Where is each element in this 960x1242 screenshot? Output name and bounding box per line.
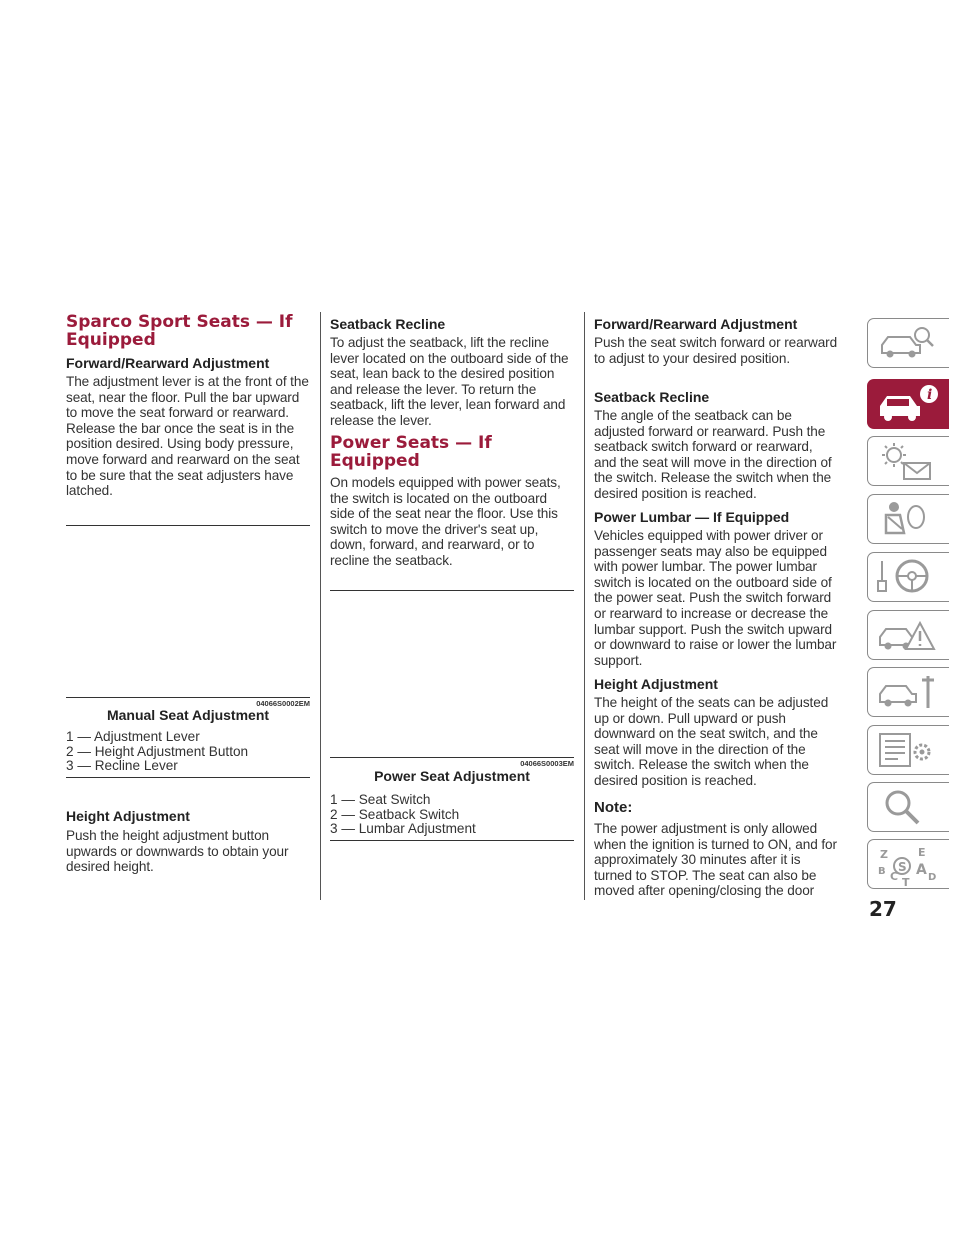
legend-item: 2 — Seatback Switch [330, 806, 460, 822]
car-wrench-icon [876, 672, 940, 712]
svg-text:Z: Z [880, 848, 888, 861]
svg-text:A: A [916, 862, 927, 878]
figure-code: 04066S0002EM [256, 699, 310, 708]
figure-legend [330, 793, 574, 837]
legend-item: 1 — Adjustment Lever [66, 729, 200, 744]
figure-code: 04066S0003EM [520, 759, 574, 768]
figure-caption: Manual Seat Adjustment [106, 707, 270, 723]
legend-rule [330, 840, 574, 841]
body-power-lumbar: Vehicles equipped with power driver or passenger seats may also be equipped with power lumbar. The power lumbar switch is located on the outboard side of the power seat. Push the switch forward or rearward to increase or decrease the lumbar support. Push the switch upward or downward to raise or lower the lumbar support. [594, 528, 837, 668]
figure-image-placeholder [330, 592, 574, 757]
legend-item: 1 — Seat Switch [330, 792, 431, 807]
svg-text:S: S [898, 860, 907, 874]
section-title-sparco: Sparco Sport Seats — If Equipped [66, 312, 293, 350]
body-seatback-recline: The angle of the seatback can be adjusted forward or rearward. Push the seatback switch forward or rearward, and the seat will move in the direction of the switch. Release the switch when the desired position is reached. [594, 408, 832, 501]
legend-item: 2 — Height Adjustment Button [66, 743, 249, 759]
specs-gear-icon [876, 730, 940, 770]
page-number: 27 [869, 897, 897, 921]
car-info-icon [876, 384, 940, 424]
body-power-seats: On models equipped with power seats, the switch is located on the outboard side of the seat near the floor. Use this switch to move the driver's seat up, down, forward, and rearward, or to recline the seatback. [330, 475, 561, 568]
car-warning-icon [876, 615, 940, 655]
legend-rule [66, 777, 310, 778]
body-height-adjustment: The height of the seats can be adjusted up or down. Pull upward or push downward on the seat switch, and the seat will move in the direction of the switch. Release the switch when the desired position is reached. [594, 695, 829, 788]
tab-car-wrench[interactable] [867, 667, 949, 717]
svg-text:E: E [918, 846, 926, 859]
body-forward-rearward: The adjustment lever is at the front of the seat, near the floor. Pull the bar upward to move the seat forward or rearward. Release the bar once the seat is in the position desired. Using body pressure, move forward and rearward on the seat to be sure that the seat adjusters have latched. [66, 374, 309, 499]
index-letters-icon [876, 844, 940, 888]
airbag-seat-icon [876, 499, 940, 539]
heading-seatback-recline: Seatback Recline [594, 389, 710, 405]
tab-index[interactable] [867, 839, 949, 889]
dashboard-lights-icon [876, 441, 940, 481]
figure-caption: Power Seat Adjustment [374, 768, 530, 784]
svg-text:D: D [928, 872, 937, 883]
body-height-adjustment: Push the height adjustment button upwards or downwards to obtain your desired height. [66, 828, 289, 875]
figure-legend [66, 730, 310, 774]
svg-text:T: T [902, 876, 910, 888]
figure-bottom-rule [66, 697, 310, 698]
heading-note: Note: [594, 799, 633, 816]
body-note: The power adjustment is only allowed when the ignition is turned to ON, and for approximately 30 minutes after it is turned to STOP. The seat can also be moved after opening/closing the door [594, 821, 837, 899]
heading-power-lumbar: Power Lumbar — If Equipped [594, 509, 790, 525]
figure-top-rule [330, 590, 574, 591]
heading-seatback-recline: Seatback Recline [330, 316, 446, 332]
legend-item: 3 — Recline Lever [66, 758, 178, 773]
svg-text:B: B [878, 866, 886, 877]
body-forward-rearward: Push the seat switch forward or rearward to adjust to your desired position. [594, 335, 838, 366]
heading-forward-rearward: Forward/Rearward Adjustment [594, 316, 798, 332]
column-divider [320, 312, 321, 900]
svg-text:C: C [890, 870, 899, 883]
column-divider [584, 312, 585, 900]
tab-airbag-seat[interactable] [867, 494, 949, 544]
heading-height-adjustment: Height Adjustment [66, 808, 190, 824]
figure-top-rule [66, 525, 310, 526]
body-seatback-recline: To adjust the seatback, lift the recline lever located on the outboard side of the seat, lean back to the desired position and release the lever. To return the seatback, lift the lever, lean forward and release the lever. [330, 335, 569, 428]
tab-car-info[interactable] [867, 379, 949, 429]
tab-car-warning[interactable] [867, 610, 949, 660]
figure-bottom-rule [330, 757, 574, 758]
heading-forward-rearward: Forward/Rearward Adjustment [66, 355, 270, 371]
tab-dashboard-lights[interactable] [867, 436, 949, 486]
tab-steering-wheel[interactable] [867, 552, 949, 602]
svg-text:i: i [927, 387, 933, 403]
steering-wheel-icon [876, 557, 940, 597]
section-title-power-seats: Power Seats — If Equipped [330, 433, 492, 471]
tab-specs-gear[interactable] [867, 725, 949, 775]
heading-height-adjustment: Height Adjustment [594, 676, 718, 692]
tab-search[interactable] [867, 782, 949, 832]
search-icon [876, 787, 940, 827]
legend-item: 3 — Lumbar Adjustment [330, 821, 476, 836]
tab-car-search[interactable] [867, 318, 949, 368]
car-search-icon [876, 323, 940, 363]
figure-image-placeholder [66, 527, 310, 697]
